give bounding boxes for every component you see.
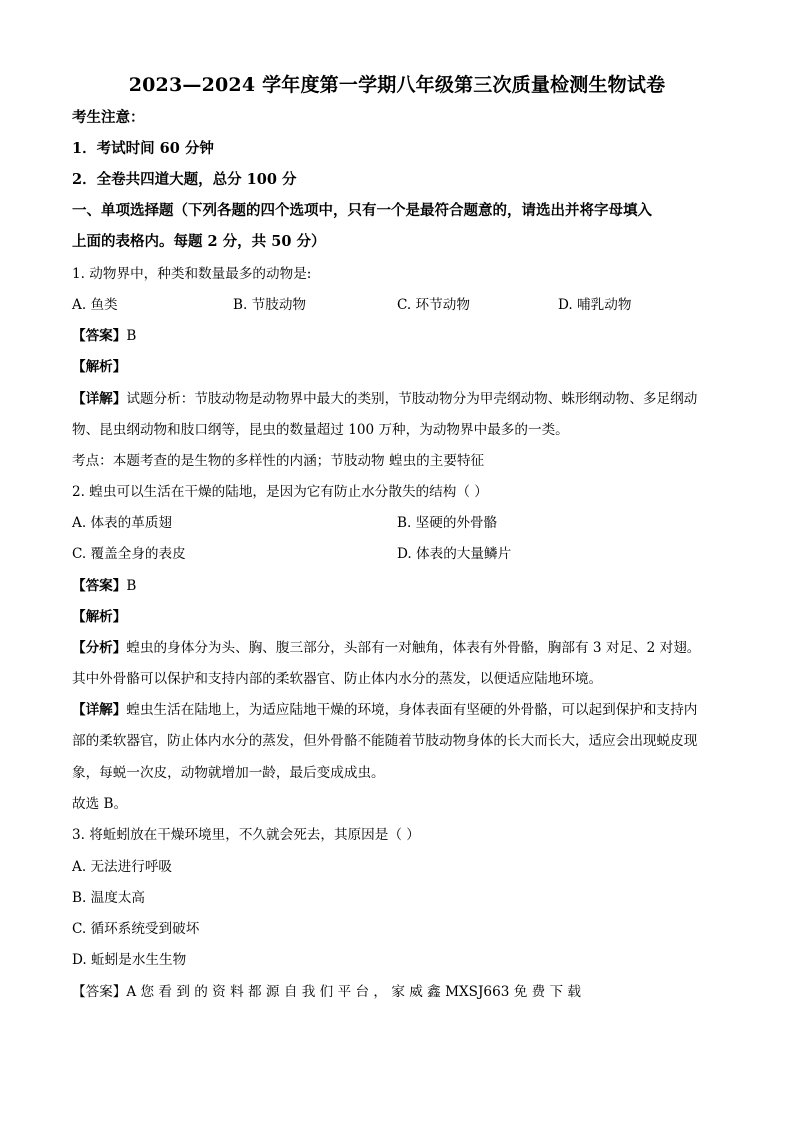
q2-option-c: C. 覆盖全身的表皮 xyxy=(72,546,186,562)
q1-option-d: D. 哺乳动物 xyxy=(558,297,632,313)
q1-detail-tag: 【详解】 xyxy=(72,391,127,407)
q2-detail-text1: 蝗虫生活在陆地上，为适应陆地干燥的环境，身体表面有坚硬的外骨骼，可以起到保护和支持内 xyxy=(126,702,698,718)
q2-fenxi-line1 xyxy=(72,638,724,658)
q1-answer-value: B xyxy=(126,328,137,344)
q1-point: 考点：本题考查的是生物的多样性的内涵；节肢动物 蝗虫的主要特征 xyxy=(72,453,485,469)
q2-option-d: D. 体表的大量鳞片 xyxy=(397,546,512,562)
q2-fenxi-tag: 【分析】 xyxy=(72,640,127,656)
q1-analysis-tag: 【解析】 xyxy=(72,359,127,375)
notice-item-1: 1．考试时间 60 分钟 xyxy=(72,140,214,157)
section-heading-line1: 一、单项选择题（下列各题的四个选项中，只有一个是最符合题意的，请选出并将字母填入 xyxy=(72,202,652,219)
q2-stem: 2. 蝗虫可以生活在干燥的陆地，是因为它有防止水分散失的结构（ ） xyxy=(72,484,488,500)
q1-answer-tag: 【答案】 xyxy=(72,328,127,344)
q2-option-a: A. 体表的革质翅 xyxy=(72,515,173,531)
q2-detail-tag: 【详解】 xyxy=(72,702,127,718)
q2-option-b: B. 坚硬的外骨骼 xyxy=(397,515,498,531)
q1-stem: 1. 动物界中，种类和数量最多的动物是: xyxy=(72,266,312,282)
q3-option-a: A. 无法进行呼吸 xyxy=(72,859,173,875)
q2-answer-value: B xyxy=(126,578,137,594)
q3-option-d: D. 蚯蚓是水生生物 xyxy=(72,952,187,968)
notice-item-2: 2．全卷共四道大题，总分 100 分 xyxy=(72,171,297,188)
q1-option-a: A. 鱼类 xyxy=(72,297,118,313)
q2-answer-tag: 【答案】 xyxy=(72,578,127,594)
q1-answer xyxy=(72,326,724,346)
q2-fenxi-line2: 其中外骨骼可以保护和支持内部的柔软器官、防止体内水分的蒸发，以便适应陆地环境。 xyxy=(72,671,603,687)
q1-detail-line1 xyxy=(72,389,724,409)
q2-fenxi-text1: 蝗虫的身体分为头、胸、腹三部分，头部有一对触角，体表有外骨骼，胸部有 3 对足、2 对翅。 xyxy=(126,640,701,656)
q2-analysis-tag: 【解析】 xyxy=(72,609,127,625)
q1-option-b: B. 节肢动物 xyxy=(233,297,307,313)
q2-conclusion: 故选 B。 xyxy=(72,796,128,812)
q2-detail-line1 xyxy=(72,700,724,720)
q3-stem: 3. 将蚯蚓放在干燥环境里，不久就会死去，其原因是（ ） xyxy=(72,827,420,843)
q1-detail-line2: 物、昆虫纲动物和肢口纲等，昆虫的数量超过 100 万种，为动物界中最多的一类。 xyxy=(72,422,569,438)
q3-answer-line: 【答案】A 您 看 到 的 资 料 都 源 自 我 们 平 台 ， 家 威 鑫 MXSJ663 免 费 下 载 xyxy=(72,984,582,1000)
q3-option-b: B. 温度太高 xyxy=(72,890,146,906)
notice-heading: 考生注意： xyxy=(72,109,145,126)
page-title: 2023—2024 学年度第一学期八年级第三次质量检测生物试卷 xyxy=(128,74,666,96)
q2-answer xyxy=(72,576,724,596)
q2-detail-line2: 部的柔软器官，防止体内水分的蒸发，但外骨骼不能随着节肢动物身体的长大而长大，适应会出现蜕皮现 xyxy=(72,733,698,749)
q3-option-c: C. 循环系统受到破坏 xyxy=(72,921,200,937)
q2-detail-line3: 象，每蜕一次皮，动物就增加一龄，最后变成成虫。 xyxy=(72,765,385,781)
section-heading-line2: 上面的表格内。每题 2 分，共 50 分） xyxy=(72,233,326,250)
q1-detail-text1: 试题分析：节肢动物是动物界中最大的类别，节肢动物分为甲壳纲动物、蛛形纲动物、多足纲动 xyxy=(126,391,698,407)
q1-option-c: C. 环节动物 xyxy=(397,297,470,313)
